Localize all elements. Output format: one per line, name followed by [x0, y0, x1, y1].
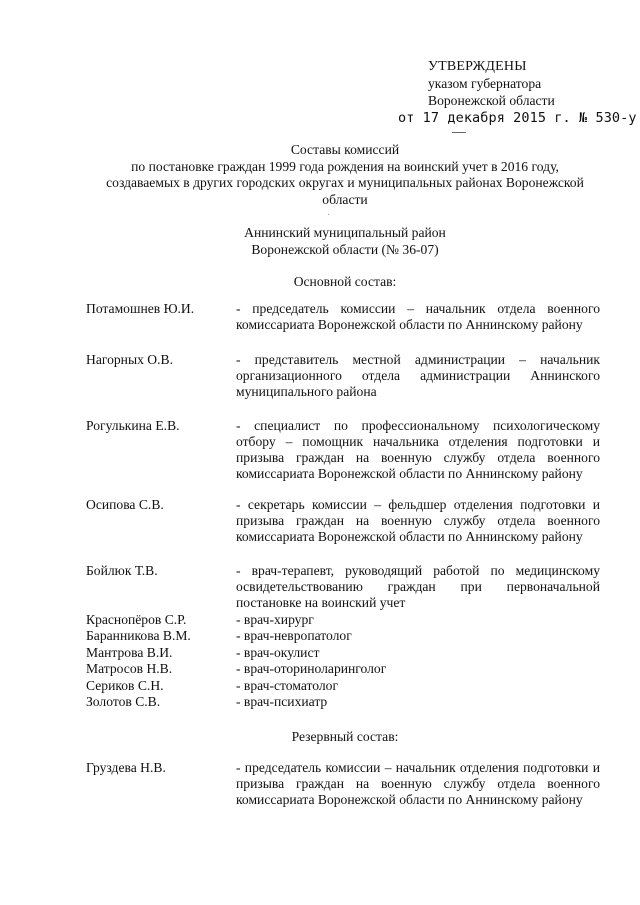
member-role: - врач-терапевт, руководящий работой по медицинскому освидетельствованию граждан при первоначальной постановке на воинский учет: [236, 563, 600, 610]
title-line-2: по постановке граждан 1999 года рождения на воинский учет в 2016 году,: [131, 158, 559, 174]
doctor-row: [86, 612, 604, 628]
approval-block: [428, 58, 638, 109]
member-name: Рогулькина Е.В.: [86, 418, 180, 433]
member-name: Нагорных О.В.: [86, 352, 173, 367]
member-role: - секретарь комиссии – фельдшер отделения подготовки и призыва граждан на военную службу отдела военного комиссариата Воронежской области по Аннинскому району: [236, 497, 600, 544]
doctor-name: Баранникова В.М.: [86, 628, 191, 644]
district-heading: [80, 225, 610, 258]
date-number-stamp: от 17 декабря 2015 г. № 530-у: [398, 110, 637, 126]
doctor-row: [86, 694, 604, 710]
doctor-row: [86, 645, 604, 661]
doctor-row: [86, 678, 604, 694]
doctor-name: Мантрова В.И.: [86, 644, 173, 660]
member-name: Осипова С.В.: [86, 497, 164, 512]
approval-title: УТВЕРЖДЕНЫ: [428, 59, 527, 74]
scan-speck: [328, 214, 329, 215]
doctor-role: - врач-психиатр: [236, 693, 328, 709]
member-name: Бойлюк Т.В.: [86, 563, 158, 578]
doctor-role: - врач-невропатолог: [236, 628, 352, 644]
district-line-1: Аннинский муниципальный район: [244, 225, 446, 240]
member-role: - представитель местной администрации – начальник организационного отдела администрации Аннинского муниципального района: [236, 352, 600, 399]
member-name: Потамошнев Ю.И.: [86, 301, 195, 316]
doctor-role: - врач-хирург: [236, 612, 314, 627]
doctor-name: Краснопёров С.Р.: [86, 612, 187, 627]
member-role: - председатель комиссии – начальник отделения подготовки и призыва граждан на военную службу отдела военного комиссариата Воронежской области по Аннинскому району: [236, 760, 600, 807]
approval-line-1: указом губернатора: [428, 76, 542, 91]
member-role: - председатель комиссии – начальник отдела военного комиссариата Воронежской области по Аннинскому району: [236, 301, 600, 332]
stamp-underline: [452, 132, 466, 133]
member-name: Груздева Н.В.: [86, 760, 166, 775]
doctor-name: Матросов Н.В.: [86, 661, 173, 677]
district-line-2: Воронежской области (№ 36-07): [251, 241, 439, 257]
doctor-role: - врач-оториноларинголог: [236, 661, 387, 677]
main-section-heading: Основной состав:: [293, 274, 397, 289]
member-role: - специалист по профессиональному психологическому отбору – помощник начальника отделения подготовки и призыва граждан на военную службу отдела военного комиссариата Воронежской области по Аннинскому району: [236, 418, 600, 481]
title-line-4: области: [322, 191, 368, 207]
doctor-row: [86, 661, 604, 677]
doctor-name: Сериков С.Н.: [86, 677, 164, 693]
document-title: [80, 142, 610, 208]
title-line-3: создаваемых в других городских округах и муниципальных районах Воронежской: [106, 175, 584, 190]
title-line-1: Составы комиссий: [290, 142, 400, 157]
doctor-role: - врач-стоматолог: [236, 677, 339, 693]
doctor-row: [86, 628, 604, 644]
doctor-name: Золотов С.В.: [86, 693, 161, 709]
doctor-list: [86, 612, 604, 710]
reserve-section-heading: Резервный состав:: [291, 729, 399, 744]
doctor-role: - врач-окулист: [236, 644, 320, 660]
approval-line-2: Воронежской области: [428, 93, 555, 108]
